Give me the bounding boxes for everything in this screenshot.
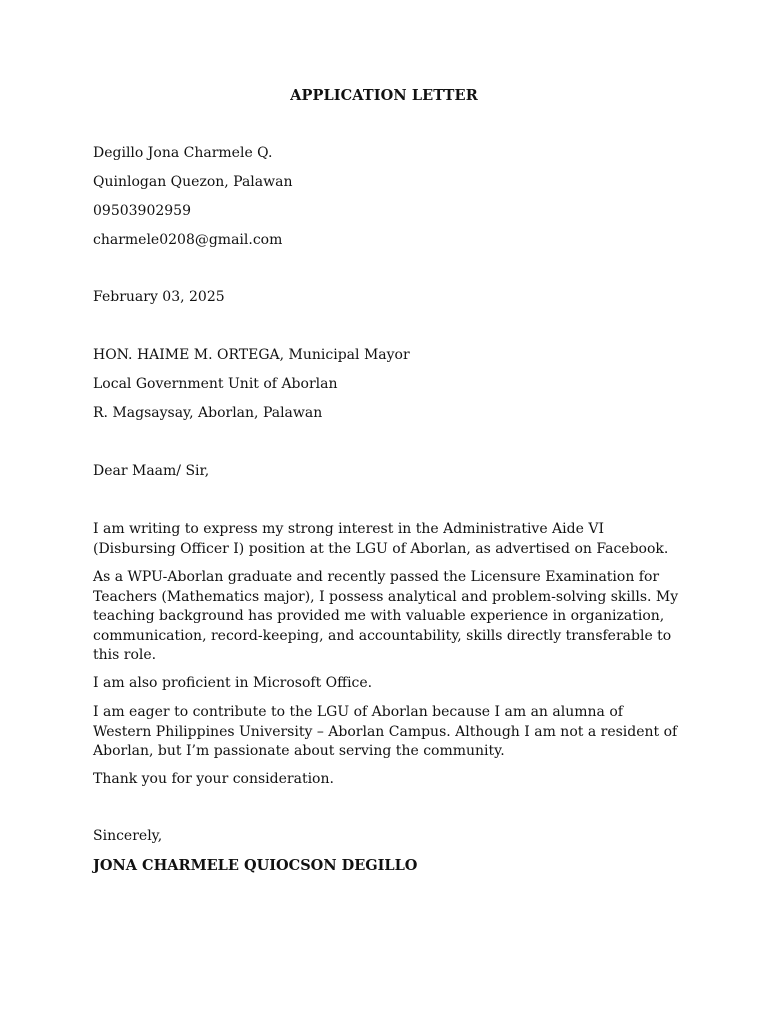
body-paragraph-1: I am writing to express my strong interest in the Administrative Aide VI (Disbursing Officer I) position at the LGU of Aborlan, as advertised on Facebook. [93, 521, 669, 557]
recipient-name-title: HON. HAIME M. ORTEGA, Municipal Mayor [93, 347, 410, 363]
recipient-organization: Local Government Unit of Aborlan [93, 376, 338, 392]
sender-phone: 09503902959 [93, 203, 191, 219]
body-paragraph-5: Thank you for your consideration. [93, 771, 334, 787]
salutation: Dear Maam/ Sir, [93, 463, 210, 479]
signature-name: JONA CHARMELE QUIOCSON DEGILLO [93, 857, 418, 874]
sender-address: Quinlogan Quezon, Palawan [93, 174, 293, 190]
body-paragraph-2: As a WPU-Aborlan graduate and recently passed the Licensure Examination for Teachers (Mathematics major), I possess analytical and problem-solving skills. My teaching background has provided me with valuable experience in organization, communication, record-keeping, and accountability, skills directly transferable to this role. [93, 569, 679, 663]
letter-date: February 03, 2025 [93, 289, 225, 305]
recipient-address: R. Magsaysay, Aborlan, Palawan [93, 405, 323, 421]
letter-title: APPLICATION LETTER [290, 87, 478, 104]
body-paragraph-3: I am also proficient in Microsoft Office. [93, 675, 373, 691]
body-paragraph-4: I am eager to contribute to the LGU of Aborlan because I am an alumna of Western Philippines University – Aborlan Campus. Although I am not a resident of Aborlan, but I’m passionate about serving the community. [93, 704, 678, 759]
sender-name: Degillo Jona Charmele Q. [93, 145, 273, 161]
closing: Sincerely, [93, 828, 163, 844]
sender-email: charmele0208@gmail.com [93, 232, 283, 248]
